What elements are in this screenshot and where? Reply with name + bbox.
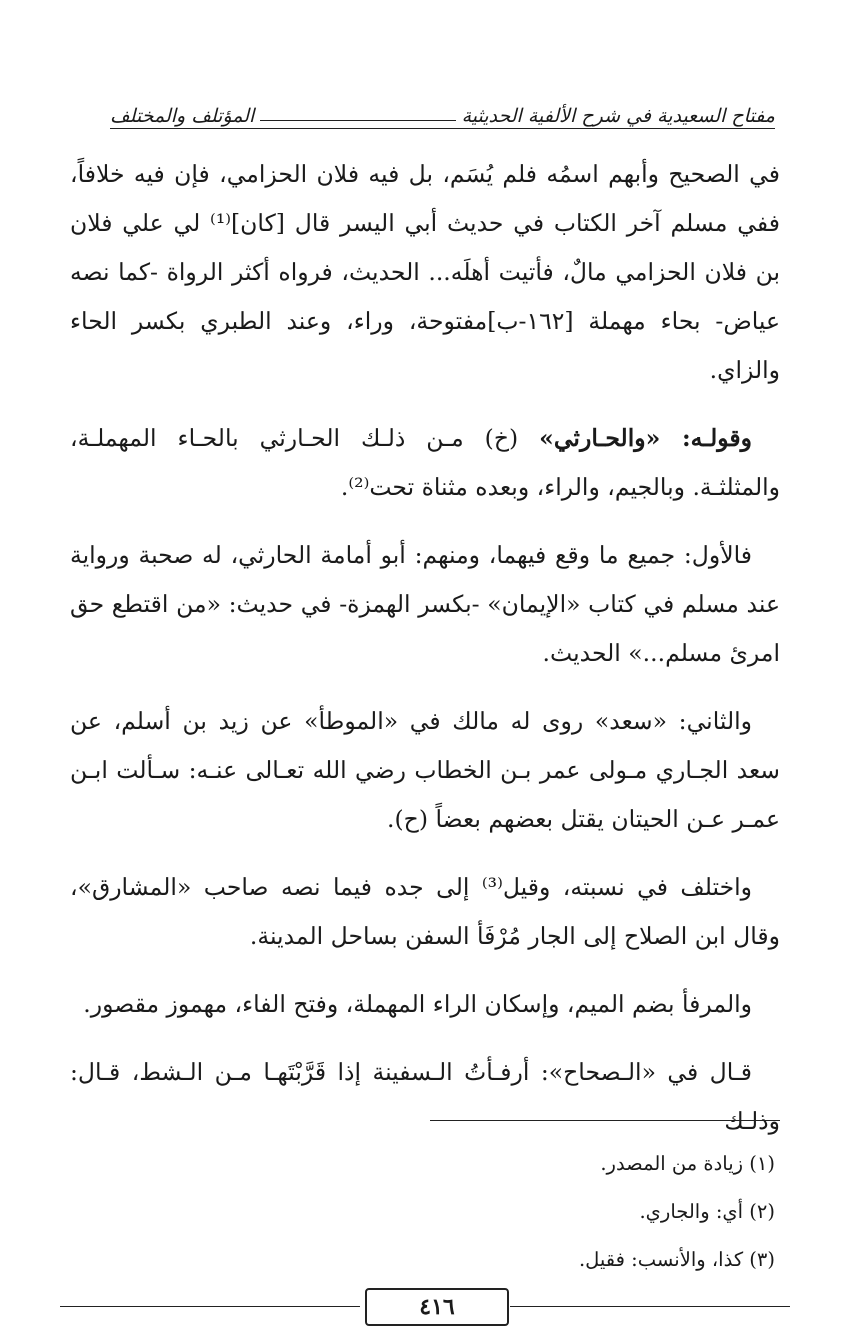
paragraph-2-text: (خ) مـن ذلـك الحـارثي بالحـاء المهملـة، والمثلثـة. وبالجيم، والراء، وبعده مثناة تحت⁽²⁾. [70, 424, 780, 501]
footnote-3: (٣) كذا، والأنسب: فقيل. [578, 1248, 775, 1271]
paragraph-3: فالأول: جميع ما وقع فيهما، ومنهم: أبو أمامة الحارثي، له صحبة ورواية عند مسلم في كتاب «الإيمان» -بكسر الهمزة- في حديث: «من اقتطع حق امرئ مسلم...» الحديث. [70, 541, 780, 667]
footnotes [300, 1140, 775, 1284]
footnote-1: (١) زيادة من المصدر. [600, 1152, 775, 1175]
paragraph-4: والثاني: «سعد» روى له مالك في «الموطأ» عن زيد بن أسلم، عن سعد الجـاري مـولى عمر بـن الخطاب رضي الله تعـالى عنـه: سـألت ابـن عمـر عـن الحيتان يقتل بعضهم بعضاً (ح). [70, 707, 780, 833]
paragraph-5: واختلف في نسبته، وقيل⁽³⁾ إلى جده فيما نصه صاحب «المشارق»، وقال ابن الصلاح إلى الجار مُرْفَأ السفن بساحل المدينة. [70, 873, 780, 950]
footer-rule-left [60, 1306, 360, 1307]
paragraph-6: والمرفأ بضم الميم، وإسكان الراء المهملة، وفتح الفاء، مهموز مقصور. [83, 990, 752, 1018]
page-number: ٤١٦ [365, 1288, 509, 1326]
footnote-separator [430, 1120, 780, 1121]
page-footer [60, 1288, 790, 1328]
book-title: مفتاح السعيدية في شرح الألفية الحديثية [461, 105, 775, 127]
footer-rule-right [510, 1306, 790, 1307]
paragraph-7: قـال في «الـصحاح»: أرفـأتُ الـسفينة إذا قَرَّبْتَهـا مـن الـشط، قـال: وذلـك [70, 1058, 780, 1135]
paragraph-2 [70, 414, 780, 512]
header-dash-rule [260, 120, 455, 121]
footnote-2: (٢) أي: والجاري. [639, 1200, 775, 1223]
main-text [70, 150, 780, 1165]
quoted-term: وقولـه: «والحـارثي» [539, 424, 752, 452]
paragraph-1: في الصحيح وأبهم اسمُه فلم يُسَم، بل فيه فلان الحزامي، فإن فيه خلافاً، ففي مسلم آخر الكتاب في حديث أبي اليسر قال [كان]⁽¹⁾ لي علي فلان بن فلان الحزامي مالٌ، فأتيت أهلَه... الحديث، فرواه أكثر الرواة -كما نصه عياض- بحاء مهملة [١٦٢-ب]مفتوحة، وراء، وعند الطبري بكسر الحاء والزاي. [70, 160, 780, 384]
running-header [110, 92, 775, 126]
chapter-title: المؤتلف والمختلف [110, 105, 255, 127]
header-rule [110, 128, 775, 129]
